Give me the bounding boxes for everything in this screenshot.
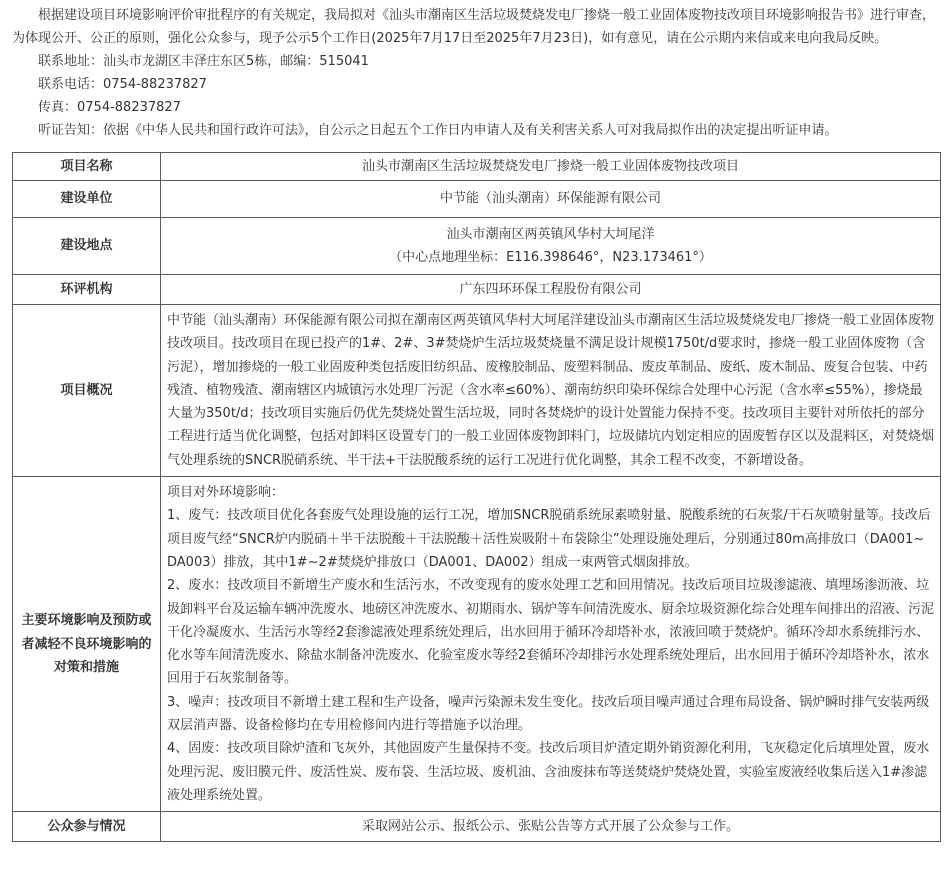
- location-coordinates: （中心点地理坐标：E116.398646°，N23.173461°）: [389, 250, 712, 265]
- overview-value: 中节能（汕头潮南）环保能源有限公司拟在潮南区两英镇风华村大坷尾洋建设汕头市潮南区生活垃圾焚烧发电厂掺烧一般工业固体废物技改项目。技改项目在现已投产的1#、2#、3#焚烧炉生活垃圾焚烧量不满足设计规模1750t/d要求时，掺烧一般工业固体废物（含污泥），增加掺烧的一般工业固废种类包括废旧纺织品、废橡胶制品、废塑料制品、废皮革制品、废纸、废木制品、废复合包装、中药残渣、植物残渣、潮南辖区内城镇污水处理厂污泥（含水率≤60%）、潮南纺织印染环保综合处理中心污泥（含水率≤55%），掺烧最大量为350t/d；技改项目实施后仍优先焚烧处置生活垃圾，同时各焚烧炉的设计处置能力保持不变。技改项目主要针对所依托的部分工程进行适当优化调整，包括对卸料区设置专门的一般工业固体废物卸料门，垃圾储坑内划定相应的固废暂存区以及混料区，对焚烧烟气处理系统的SNCR脱硝系统、半干法+干法脱酸系统的运行工况进行优化调整，其余工程不改变，不新增设备。: [161, 305, 941, 477]
- contact-address: 联系地址：汕头市龙湖区丰泽庄东区5栋，邮编：515041: [38, 54, 369, 69]
- table-row: [13, 305, 941, 477]
- table-row: [13, 477, 941, 812]
- project-name-value: 汕头市潮南区生活垃圾焚烧发电厂掺烧一般工业固体废物技改项目: [161, 153, 941, 181]
- participation-label: 公众参与情况: [13, 812, 161, 842]
- overview-label: 项目概况: [13, 305, 161, 477]
- agency-label: 环评机构: [13, 275, 161, 305]
- contact-phone: 联系电话：0754-88237827: [38, 77, 207, 92]
- table-row: [13, 218, 941, 275]
- measures-gas: 1、废气：技改项目优化各套废气处理设施的运行工况，增加SNCR脱硝系统尿素喷射量、脱酸系统的石灰浆/干石灰喷射量等。技改后项目废气经“SNCR炉内脱硝＋半干法脱酸＋干法脱酸＋活性炭吸附＋布袋除尘”处理设施处理后，分别通过80m高排放口（DA001~DA003）排放，其中1#~2#焚烧炉排放口（DA001、DA002）组成一束两管式烟囱排放。: [167, 508, 931, 570]
- hearing-notice: 听证告知：依据《中华人民共和国行政许可法》，自公示之日起五个工作日内申请人及有关利害关系人可对我局拟作出的决定提出听证申请。: [38, 123, 838, 138]
- project-info-table: [12, 152, 941, 842]
- table-row: [13, 275, 941, 305]
- measures-water: 2、废水：技改项目不新增生产废水和生活污水，不改变现有的废水处理工艺和回用情况。技改后项目垃圾渗滤液、填埋场渗沥液、垃圾卸料平台及运输车辆冲洗废水、地磅区冲洗废水、初期雨水、锅炉等车间清洗废水、厨余垃圾资源化综合处理车间排出的沼液、污泥干化冷凝废水、生活污水等经2套渗滤液处理系统处理后，出水回用于循环冷却塔补水，浓液回喷于焚烧炉。循环冷却水系统排污水、化水等车间清洗废水、除盐水制备冲洗废水、化验室废水等经2套循环冷却排污水处理系统处理后，出水回用于循环冷却塔补水，浓水回用于石灰浆制备等。: [167, 578, 935, 687]
- location-value: [161, 218, 941, 275]
- intro-paragraph: 根据建设项目环境影响评价审批程序的有关规定，我局拟对《汕头市潮南区生活垃圾焚烧发电厂掺烧一般工业固体废物技改项目环境影响报告书》进行审查，为体现公开、公正的原则，强化公众参与，现予公示5个工作日(2025年7月17日至2025年7月23日)，如有意见，请在公示期内来信或来电向我局反映。: [12, 8, 936, 46]
- contact-fax: 传真：0754-88237827: [38, 100, 181, 115]
- table-row: [13, 812, 941, 842]
- notice-intro: [0, 0, 950, 142]
- table-row: [13, 181, 941, 218]
- builder-label: 建设单位: [13, 181, 161, 218]
- location-address: 汕头市潮南区两英镇风华村大坷尾洋: [446, 226, 655, 242]
- table-row: [13, 153, 941, 181]
- measures-noise: 3、噪声：技改项目不新增土建工程和生产设备，噪声污染源未发生变化。技改后项目噪声通过合理布局设备、锅炉瞬时排气安装两级双层消声器、设备检修均在专用检修间内进行等措施予以治理。: [167, 694, 930, 734]
- participation-value: 采取网站公示、报纸公示、张贴公告等方式开展了公众参与工作。: [161, 812, 941, 842]
- project-name-label: 项目名称: [13, 153, 161, 181]
- measures-label: 主要环境影响及预防或者减轻不良环境影响的对策和措施: [13, 477, 161, 812]
- measures-solid: 4、固废：技改项目除炉渣和飞灰外，其他固废产生量保持不变。技改后项目炉渣定期外销资源化利用，飞灰稳定化后填埋处置，废水处理污泥、废旧膜元件、废活性炭、废布袋、生活垃圾、废机油、含油废抹布等送焚烧炉焚烧处置，实验室废液经收集后送入1#渗滤液处理系统处置。: [167, 741, 930, 803]
- location-label: 建设地点: [13, 218, 161, 275]
- builder-value: 中节能（汕头潮南）环保能源有限公司: [161, 181, 941, 218]
- measures-value: [161, 477, 941, 812]
- agency-value: 广东四环环保工程股份有限公司: [161, 275, 941, 305]
- measures-intro: 项目对外环境影响：: [167, 485, 285, 501]
